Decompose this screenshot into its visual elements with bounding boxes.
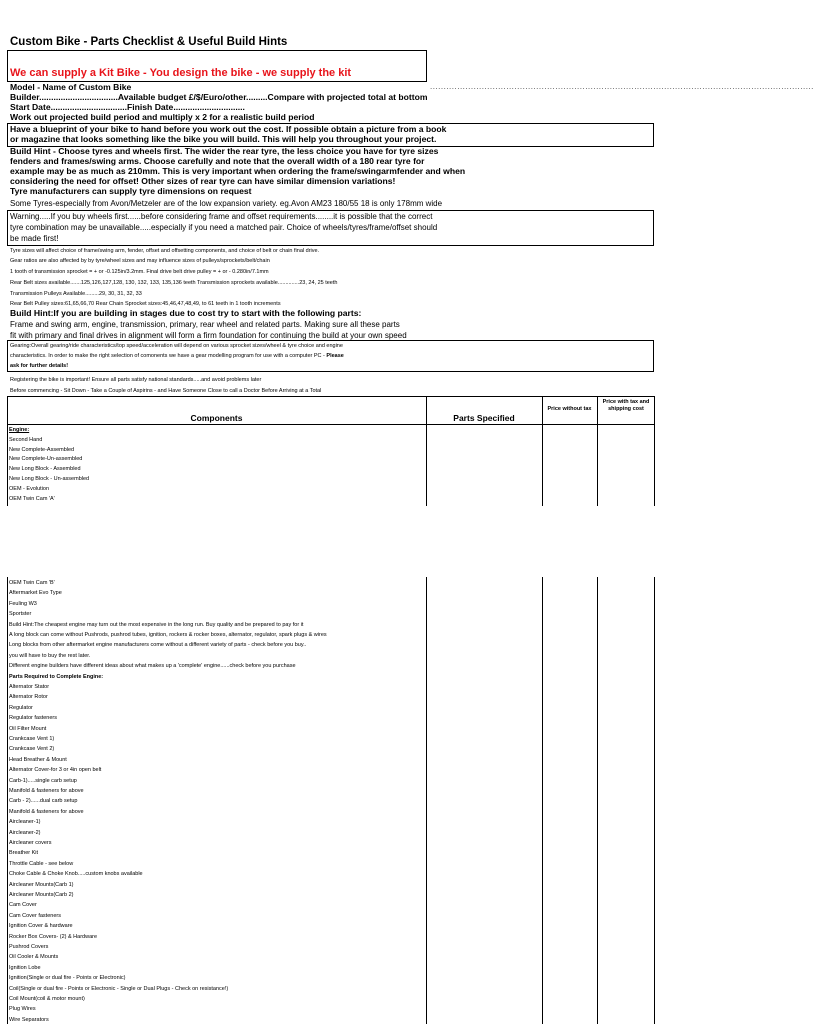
tyres-note: Some Tyres-especially from Avon/Metzeler are of the low expansion variety. eg.Avon AM23 180/55 18 is only 178mm wide [10,199,443,208]
table-row: Cam Cover fasteners [9,912,61,919]
table-row: you will have to buy the rest later. [9,652,91,659]
stages-line-1: Frame and swing arm, engine, transmission, primary, rear wheel and related parts. Making sure all these parts [10,320,400,329]
table-row: Aircleaner covers [9,840,52,846]
table-row: Feuling W3 [9,600,37,607]
register-note: Registering the bike is important! Ensure all parts satisfy national standards.....and avoid problems later [10,377,262,383]
document-title: Custom Bike - Parts Checklist & Useful Build Hints [10,36,288,48]
build-hint-line-3: example may be as much as 210mm. This is very important when ordering the frame/swingarmfender and when [10,166,466,176]
please-bold: Please [326,353,344,359]
components-header: Components [190,413,243,423]
table-row: Alternator Rotor [9,694,48,701]
stages-line-2: fit with primary and final drives in alignment will form a firm foundation for continuing the build at your own speed [10,331,407,340]
table-row: Regulator [9,704,33,711]
table-row: Alternator Stator [9,684,50,690]
table-row: OEM Twin Cam 'A' [9,495,55,502]
table-row: A long block can come without Pushrods, pushrod tubes, ignition, rockers & rocker boxes, alternator, regulator, spark plugs & wires [9,632,327,638]
table-row: Ignition(Single or dual fire - Points or Electronic) [9,975,126,982]
build-hint-line-2: fenders and frames/swing arms. Choose carefully and note that the overall width of a 180 rear tyre for [10,156,425,166]
table-row: Coil(Single or dual fire - Points or Electronic - Single or Dual Plugs - Check on resistance!) [9,985,229,992]
table-row: New Long Block - Un-assembled [9,476,90,482]
rear-pulley-note: Rear Belt Pulley sizes:61,65,66,70 Rear Chain Sprocket sizes:45,46,47,48,49, to 61 teeth in 1 tooth increments [10,301,281,307]
sprocket-note: 1 tooth of transmission sprocket = + or -0.125in/3.2mm. Final drive belt drive pulley = + or - 0.280in/7.1mm [10,269,269,275]
warning-line-2: tyre combination may be unavailable.....especially if you need a matched pair. Choice of wheels/tyres/frame/offset should [10,223,438,232]
table-row: Wire Separators [9,1016,49,1023]
table-row: Cam Cover [9,902,37,909]
table-row: Alternator Cover-for 3 or 4in open belt [9,767,102,774]
table-row: OEM Twin Cam 'B' [9,580,55,586]
stages-heading: Build Hint:If you are building in stages due to cost try to start with the following parts: [10,308,362,318]
table-row: Second Hand [9,436,43,443]
table-row: Oil Cooler & Mounts [9,954,59,961]
build-hint-line-4: considering the need for offset! Other sizes of rear tyre can have similar dimension variations! [10,176,396,186]
pulleys-note: Transmission Pulleys Available.........29, 30, 31, 32, 33 [10,291,142,297]
gearing-line-2: characteristics. In order to make the right selection of comonents we have a gear modelling program for use with a computer PC - Please [10,353,344,359]
gear-ratio-note: Gear ratios are also affected by by tyre/wheel sizes and may influence sizes of pulleys/sprockets/belt/chain [10,258,270,264]
table-row: Sportster [9,611,32,618]
table-row: Aircleaner-1) [9,819,41,826]
price-with-tax-header: Price with tax and shipping cost [602,399,650,412]
table-row: Different engine builders have different ideas about what makes up a 'complete' engine......check before you purchase [9,663,296,670]
table-row: Head Breather & Mount [9,756,67,763]
table-row: Oil Filter Mount [9,725,47,732]
components-table-bottom [7,577,654,1024]
table-row: Carb - 2)......dual carb setup [9,798,78,805]
warning-line-1: Warning.....If you buy wheels first......before considering frame and offset requirements........it is possible that the correct [10,212,433,221]
model-line: Model - Name of Custom Bike [10,82,132,92]
table-row: Plug Wires [9,1006,36,1013]
table-row: Aircleaner Mounts(Carb 2) [9,892,74,898]
table-row: Long blocks from other aftermarket engine manufacturers come without a different variety of parts - check before you buy.. [9,642,307,649]
table-row: Build Hint:The cheapest engine may turn out the most expensive in the long run. Buy quality and be prepared to pay for it [9,621,304,628]
kit-bike-banner: We can supply a Kit Bike - You design the bike - we supply the kit [10,67,352,79]
table-row: Crankcase Vent 1) [9,736,55,742]
table-row: Crankcase Vent 2) [9,746,55,753]
blueprint-line-2: or magazine that looks something like the bike you will build. This will help you throughout your project. [10,134,437,144]
table-row: Pushrod Covers [9,944,49,950]
table-row: Aircleaner Mounts(Carb 1) [9,881,74,888]
table-row: Aircleaner-2) [9,829,41,836]
table-row: OEM - Evolution [9,485,50,492]
dates-line: Start Date................................Finish Date.............................. [10,102,245,112]
gearing-line-3: ask for further details! [10,363,69,369]
table-row: New Long Block - Assembled [9,466,81,473]
table-row: Coil Mount(coil & motor mount) [9,996,85,1002]
table-row: Rocker Box Covers- (2) & Hardware [9,933,98,940]
table-row: Regulator fasteners [9,715,57,722]
table-row: New Complete-Un-assembled [9,456,83,463]
price-without-tax-header: Price without tax [547,406,592,412]
dotted-line: ............................................................................................................................................. [430,82,814,91]
table-row: Ignition Cover & hardware [9,923,73,930]
belt-sizes-note: Rear Belt sizes available.......125,126,127,128, 130, 132, 133, 135,136 teeth Transmission sprockets available..............23, 24, 25 teeth [10,280,338,286]
before-note: Before commencing - Sit Down - Take a Couple of Aspirins - and Have Someone Close to call a Doctor Before Arriving at a Total [10,388,322,394]
table-row: New Complete-Assembled [9,446,75,453]
table-row: Throttle Cable - see below [9,860,74,867]
table-row: Carb-1).....single carb setup [9,777,77,784]
table-row: Ignition Lobe [9,964,41,971]
table-row: Engine: [9,427,30,433]
build-hint-line-1: Build Hint - Choose tyres and wheels first. The wider the rear tyre, the less choice you have for tyre sizes [10,146,439,156]
parts-specified-header: Parts Specified [453,413,515,423]
table-row: Breather Kit [9,850,39,857]
table-row: Manifold & fasteners for above [9,788,84,794]
table-row: Choke Cable & Choke Knob.....custom knobs available [9,871,143,878]
table-row: Parts Required to Complete Engine: [9,673,104,680]
tyre-size-note: Tyre sizes will affect choice of frame/swing arm, fender, offset and offsetting components, and choice of belt or chain final drive. [10,248,320,254]
table-row: Manifold & fasteners for above [9,808,84,815]
build-hint-line-5: Tyre manufacturers can supply tyre dimensions on request [10,186,252,196]
gearing-line-1: Gearing:Overall gearing/ride characteristics/top speed/acceleration will depend on various sprocket sizes/wheel & tyre choice and engine [10,343,343,349]
build-period-line: Work out projected build period and multiply x 2 for a realistic build period [10,112,315,122]
table-row: Aftermarket Evo Type [9,590,62,597]
warning-line-3: be made first! [10,234,59,243]
builder-line: Builder.................................Available budget £/$/Euro/other.........Compare with projected total at bottom [10,92,428,102]
blueprint-line-1: Have a blueprint of your bike to hand before you work out the cost. If possible obtain a picture from a book [10,124,447,134]
components-table-top [7,396,654,506]
